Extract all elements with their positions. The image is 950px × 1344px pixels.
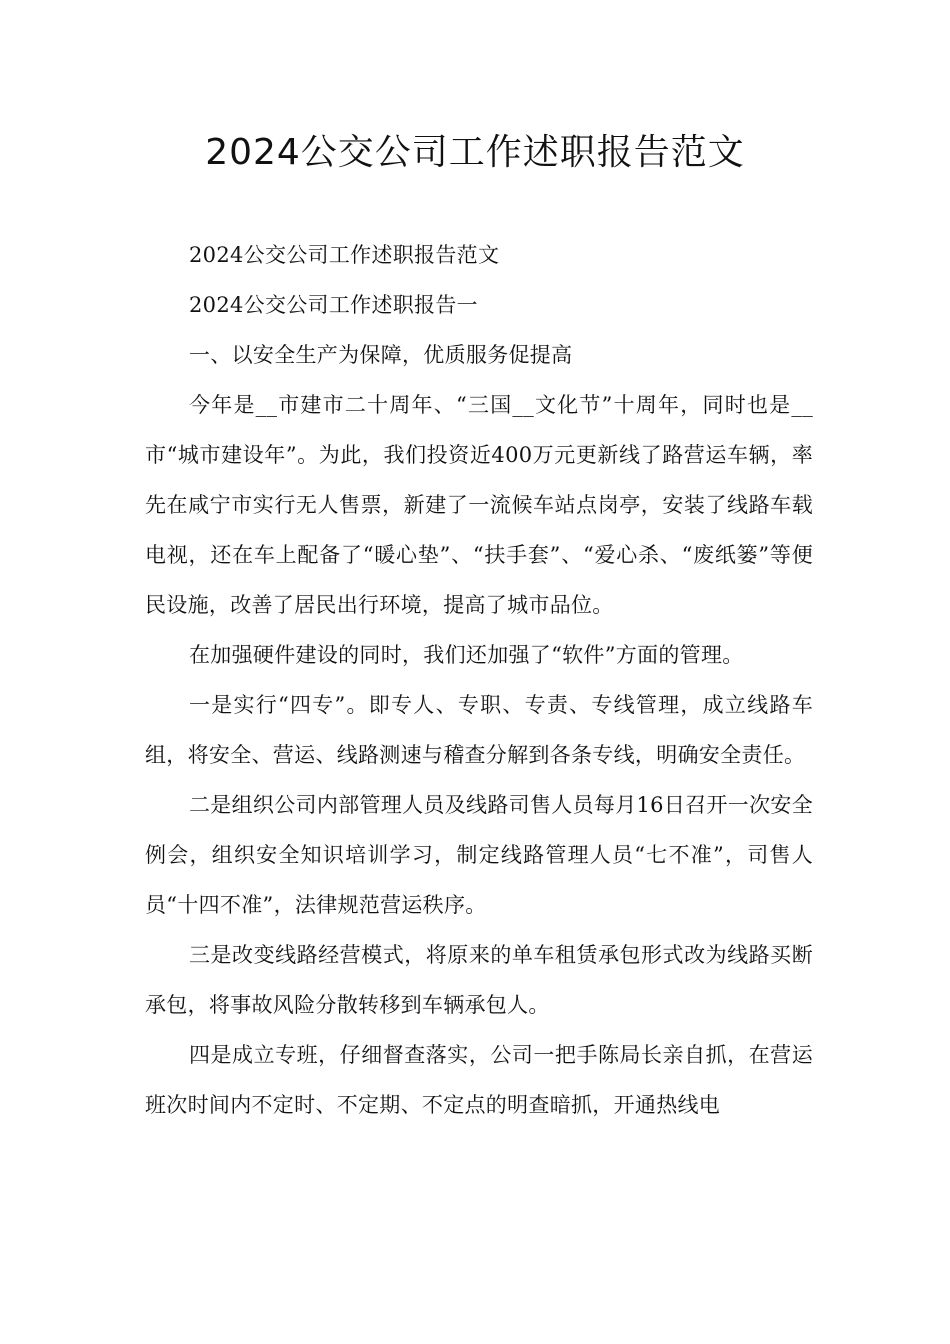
document-body — [145, 230, 813, 1130]
paragraph-point-three: 三是改变线路经营模式，将原来的单车租赁承包形式改为线路买断承包，将事故风险分散转移到车辆承包人。 — [145, 943, 813, 1017]
paragraph-city-anniversary: 今年是__市建市二十周年、“三国__文化节”十周年，同时也是__市“城市建设年”。为此，我们投资近400万元更新线了路营运车辆，率先在咸宁市实行无人售票，新建了一流候车站点岗亭，安装了线路车载电视，还在车上配备了“暖心垫”、“扶手套”、“爱心杀、“废纸篓”等便民设施，改善了居民出行环境，提高了城市品位。 — [145, 393, 813, 617]
paragraph-point-one: 一是实行“四专”。即专人、专职、专责、专线管理，成立线路车组，将安全、营运、线路测速与稽查分解到各条专线，明确安全责任。 — [145, 693, 813, 767]
paragraph-point-two: 二是组织公司内部管理人员及线路司售人员每月16日召开一次安全例会，组织安全知识培训学习，制定线路管理人员“七不准”，司售人员“十四不准”，法律规范营运秩序。 — [145, 793, 813, 917]
paragraph-software-management: 在加强硬件建设的同时，我们还加强了“软件”方面的管理。 — [189, 643, 744, 667]
paragraph-point-four: 四是成立专班，仔细督查落实，公司一把手陈局长亲自抓，在营运班次时间内不定时、不定期、不定点的明查暗抓，开通热线电 — [145, 1043, 813, 1117]
paragraph-heading-repeat: 2024公交公司工作述职报告范文 — [189, 243, 500, 267]
paragraph-section-one-title: 一、以安全生产为保障，优质服务促提高 — [189, 343, 573, 367]
document-title: 2024公交公司工作述职报告范文 — [205, 132, 745, 173]
paragraph-report-one-title: 2024公交公司工作述职报告一 — [189, 293, 478, 317]
